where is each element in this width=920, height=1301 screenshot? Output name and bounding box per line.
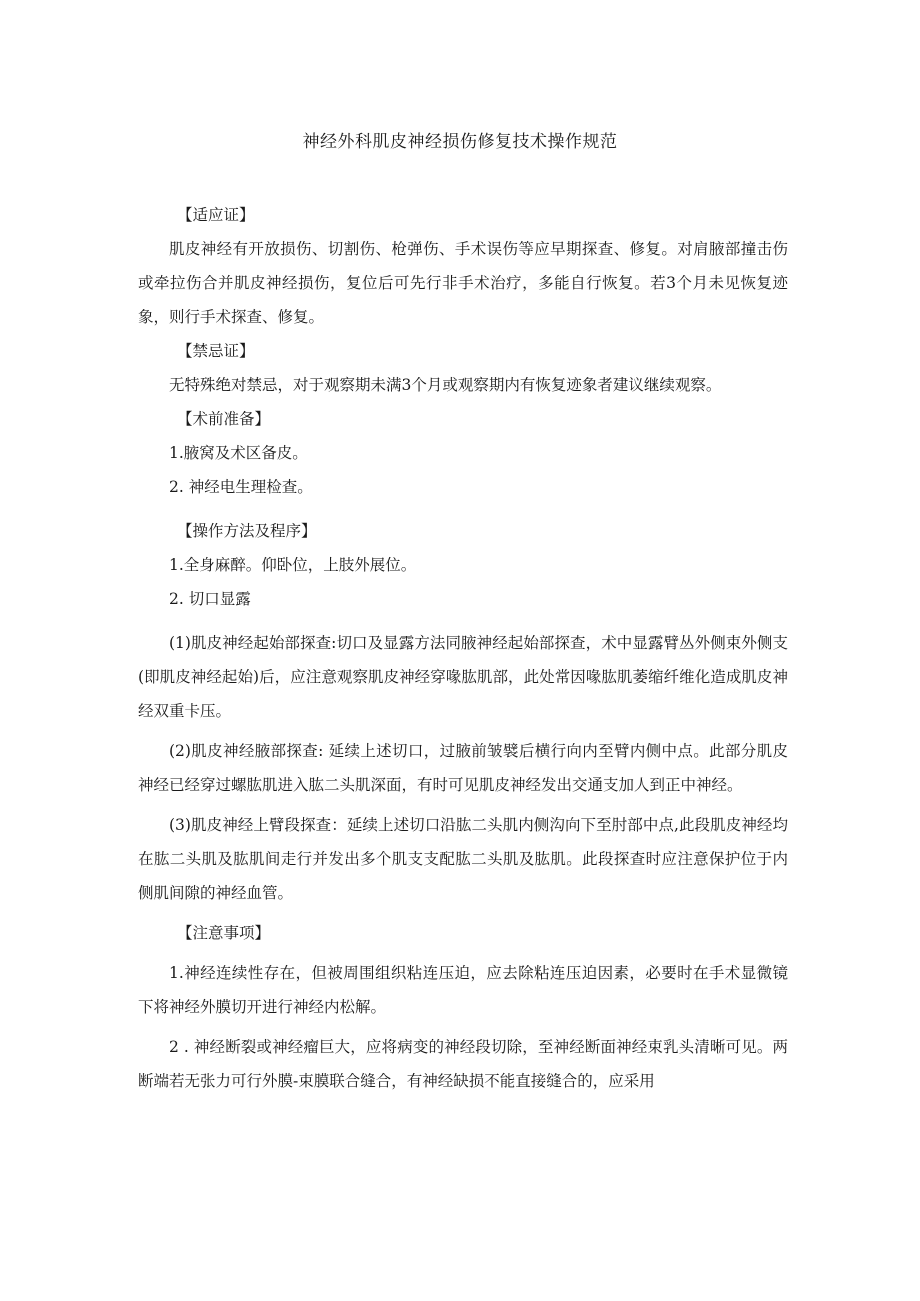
procedure-subitem-1: (1)肌皮神经起始部探查:切口及显露方法同腋神经起始部探查，术中显露臂丛外侧束外侧支(即肌皮神经起始)后，应注意观察肌皮神经穿喙肱肌部，此处常因喙肱肌萎缩纤维化造成肌皮神经双重卡压。 [138, 634, 788, 720]
notes-item-1: 1.神经连续性存在，但被周围组织粘连压迫，应去除粘连压迫因素，必要时在手术显微镜下将神经外膜切开进行神经内松解。 [138, 964, 788, 1016]
preop-item-1: 1.腋窝及术区备皮。 [169, 444, 308, 462]
section-heading-indications: 【适应证】 [177, 206, 255, 224]
section-heading-preop: 【术前准备】 [177, 410, 271, 428]
procedure-subitem-3: (3)肌皮神经上臂段探查：延续上述切口沿肱二头肌内侧沟向下至肘部中点,此段肌皮神经均在肱二头肌及肱肌间走行并发出多个肌支支配肱二头肌及肱肌。此段探查时应注意保护位于内侧肌间隙的神经血管。 [138, 816, 788, 902]
preop-item-2: 2. 神经电生理检查。 [169, 478, 313, 496]
document-body [138, 198, 788, 1098]
section-heading-procedure: 【操作方法及程序】 [177, 522, 317, 540]
procedure-item-2: 2. 切口显露 [169, 590, 251, 608]
section-heading-contraindications: 【禁忌证】 [177, 342, 255, 360]
section-heading-notes: 【注意事项】 [177, 924, 271, 942]
procedure-item-1: 1.全身麻醉。仰卧位，上肢外展位。 [169, 556, 417, 574]
notes-item-2: 2 . 神经断裂或神经瘤巨大，应将病变的神经段切除，至神经断面神经束乳头清晰可见。两断端若无张力可行外膜-束膜联合缝合，有神经缺损不能直接缝合的，应采用 [138, 1038, 788, 1090]
procedure-subitem-2: (2)肌皮神经腋部探查: 延续上述切口，过腋前皱襞后横行向内至臂内侧中点。此部分肌皮神经已经穿过螺肱肌进入肱二头肌深面，有时可见肌皮神经发出交通支加人到正中神经。 [138, 742, 788, 794]
indications-paragraph: 肌皮神经有开放损伤、切割伤、枪弹伤、手术误伤等应早期探查、修复。对肩腋部撞击伤或牵拉伤合并肌皮神经损伤，复位后可先行非手术治疗，多能自行恢复。若3个月未见恢复迹象，则行手术探查、修复。 [138, 240, 788, 326]
contraindications-paragraph: 无特殊绝对禁忌，对于观察期未满3个月或观察期内有恢复迹象者建议继续观察。 [169, 376, 722, 394]
document-title: 神经外科肌皮神经损伤修复技术操作规范 [302, 132, 618, 152]
